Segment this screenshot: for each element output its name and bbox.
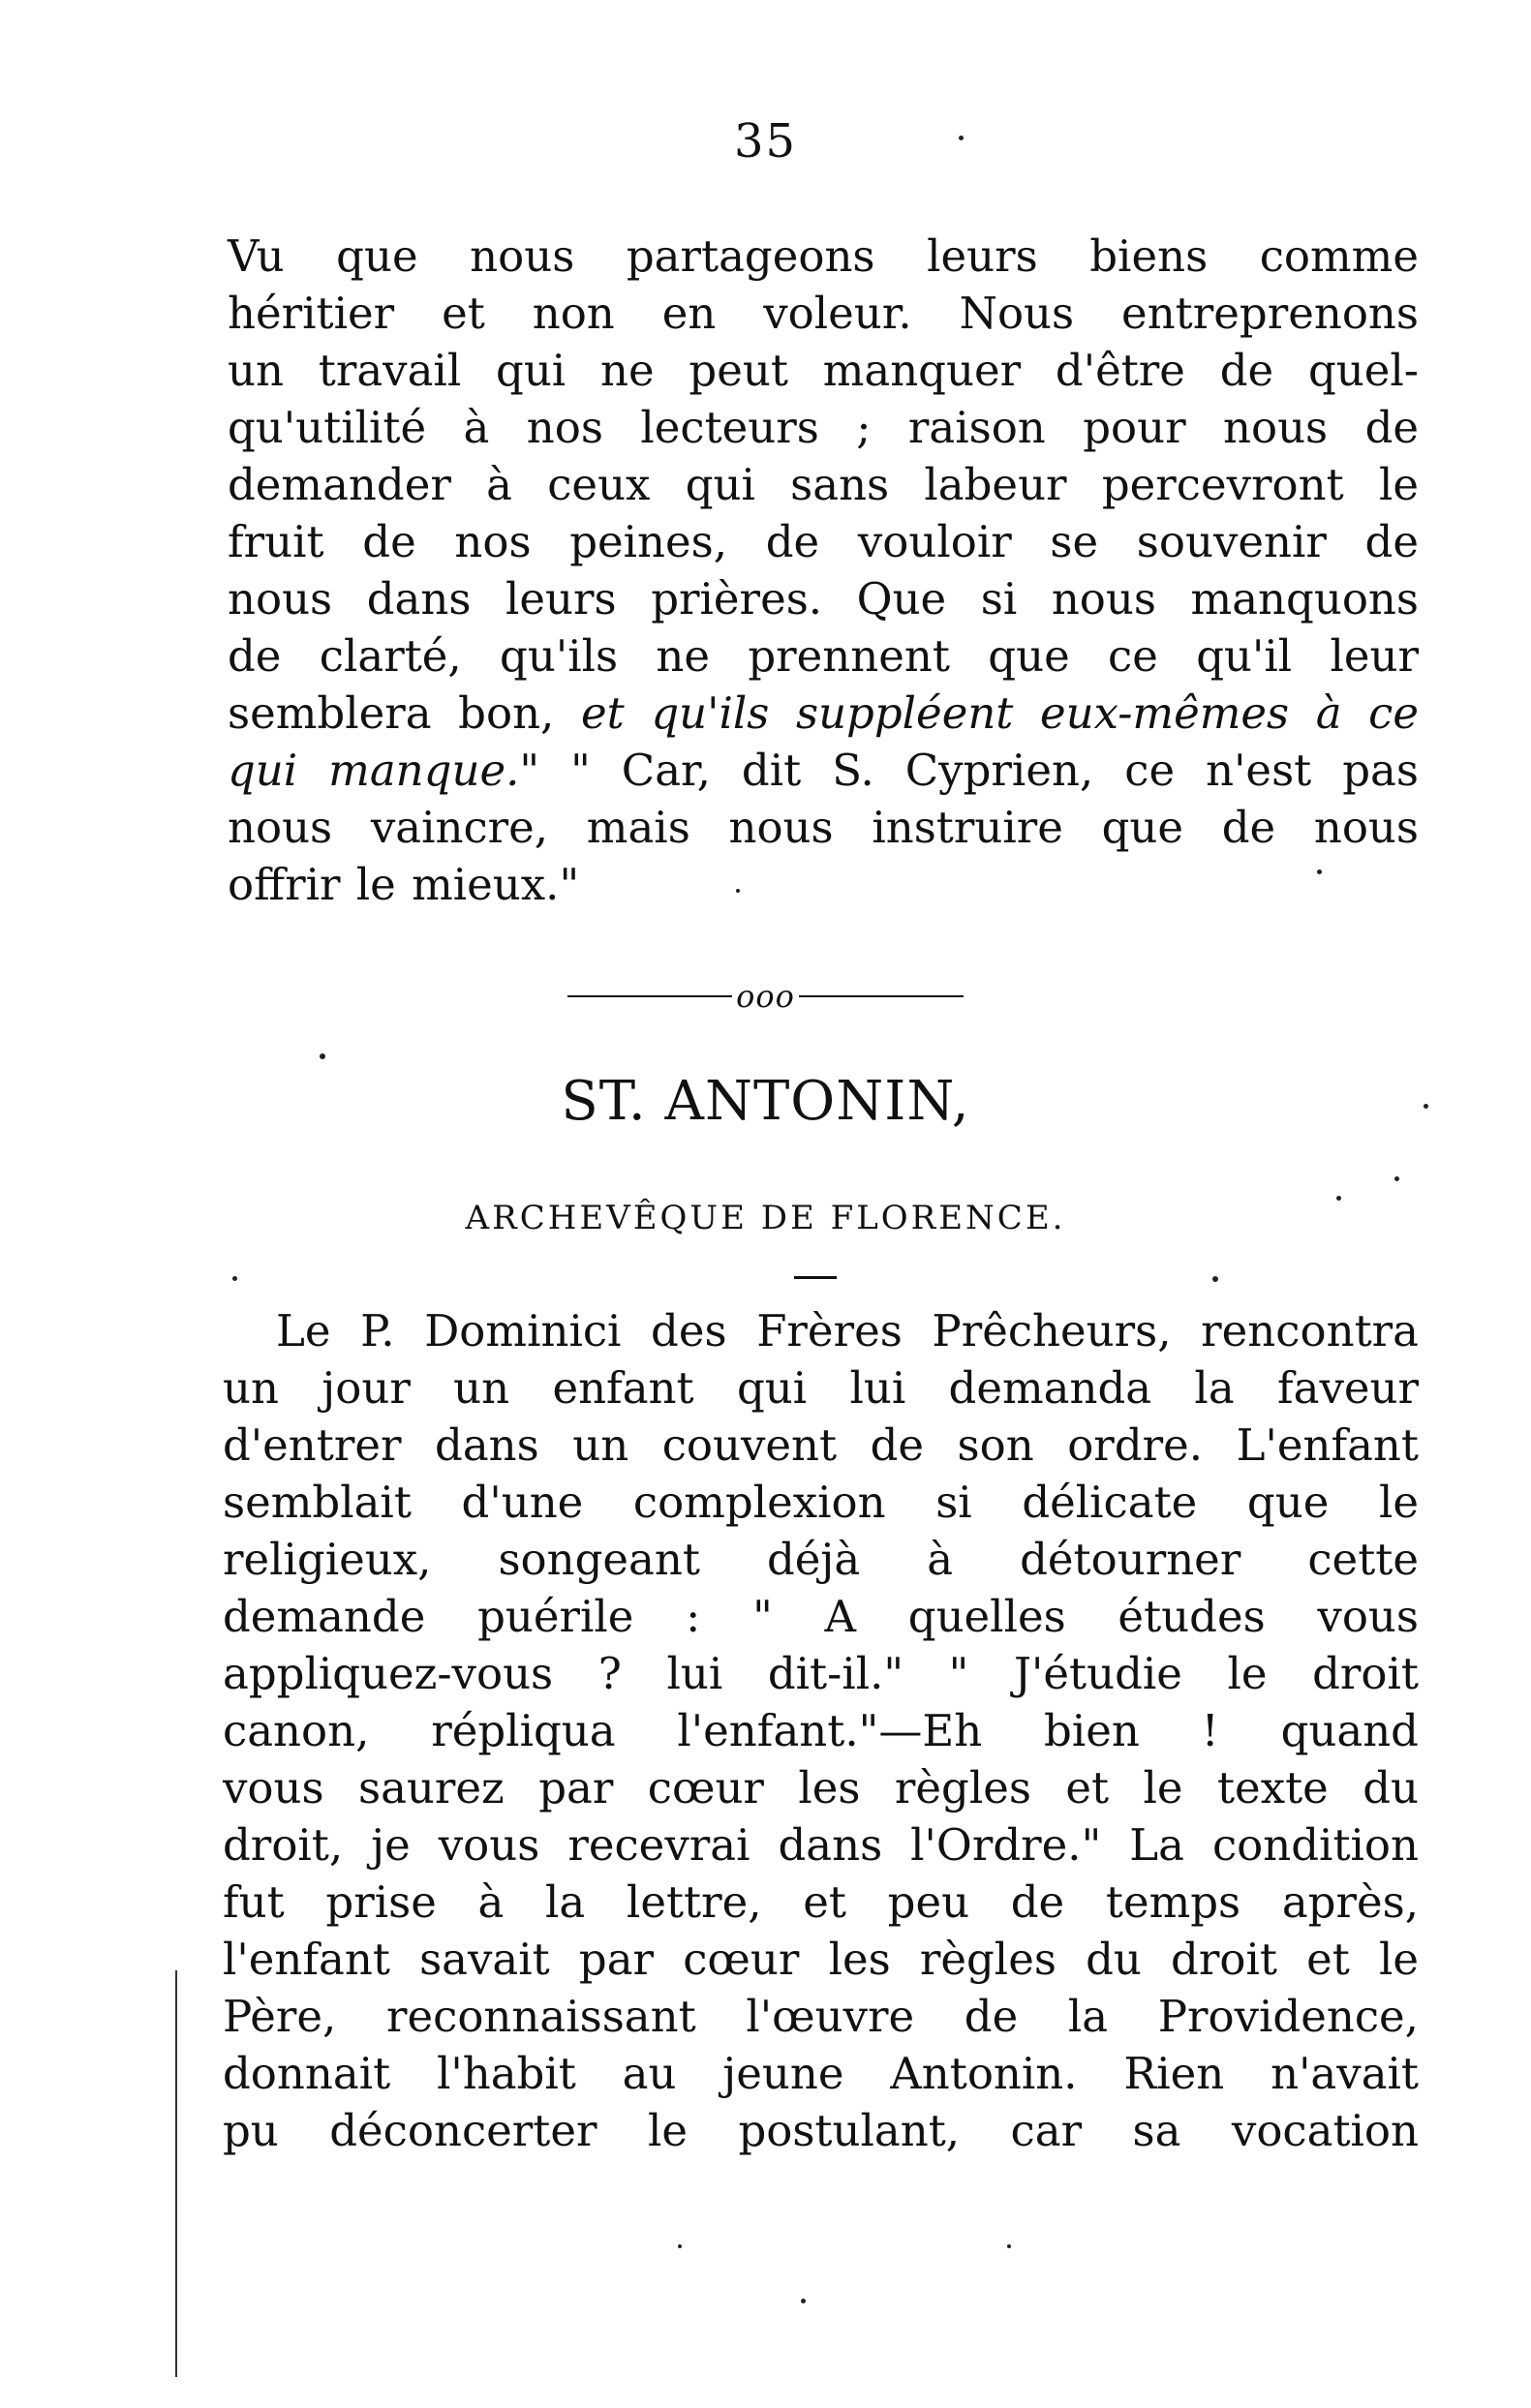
text-line: Le P. Dominici des Frères Prêcheurs, rencontra — [276, 1305, 1419, 1356]
print-speck — [1394, 1176, 1399, 1181]
text-line: offrir le mieux." — [228, 859, 580, 910]
divider-rule-right — [799, 995, 964, 997]
text-line-mixed — [228, 685, 1419, 742]
page-number: 35 — [733, 114, 798, 168]
title-rule — [794, 1276, 837, 1279]
text-line: Père, reconnaissant l'œuvre de la Providence, — [223, 1991, 1419, 2042]
text-line: droit, je vous recevrai dans l'Ordre." La condition — [223, 1819, 1419, 1871]
print-speck — [232, 1276, 237, 1281]
section-divider — [0, 978, 1531, 1015]
text-line: Vu que nous partageons leurs biens comme — [228, 230, 1419, 282]
opening-paragraph — [228, 228, 1419, 913]
text-line: l'enfant savait par cœur les règles du droit et le — [223, 1934, 1419, 1985]
antonin-paragraph — [223, 1302, 1419, 2159]
text-line: fut prise à la lettre, et peu de temps après, — [223, 1876, 1419, 1928]
text-line: d'entrer dans un couvent de son ordre. L'enfant — [223, 1419, 1419, 1471]
text-line: donnait l'habit au jeune Antonin. Rien n'avait — [223, 2048, 1419, 2099]
text-segment: semblera bon, — [228, 687, 555, 739]
text-line-mixed — [228, 742, 1419, 799]
section-subtitle: ARCHEVÊQUE DE FLORENCE. — [465, 1199, 1066, 1237]
text-line: nous vaincre, mais nous instruire que de nous — [228, 802, 1419, 853]
text-line: semblait d'une complexion si délicate que le — [223, 1477, 1419, 1528]
text-line: fruit de nos peines, de vouloir se souvenir de — [228, 516, 1419, 567]
text-line: demander à ceux qui sans labeur percevront le — [228, 459, 1419, 510]
italic-segment: qui manque. — [228, 745, 520, 796]
print-speck — [1212, 1276, 1218, 1282]
text-line: nous dans leurs prières. Que si nous manquons — [228, 573, 1419, 625]
text-line: pu déconcerter le postulant, car sa vocation — [223, 2105, 1419, 2156]
print-speck — [678, 2244, 682, 2248]
text-line: un travail qui ne peut manquer d'être de quel- — [228, 345, 1419, 396]
text-line: héritier et non en voleur. Nous entreprenons — [228, 288, 1419, 339]
section-title: ST. ANTONIN, — [561, 1070, 970, 1133]
print-speck — [1336, 1196, 1341, 1201]
text-line: un jour un enfant qui lui demanda la faveur — [223, 1362, 1419, 1414]
text-line: demande puérile : " A quelles études vous — [223, 1591, 1419, 1642]
text-segment: " " Car, dit S. Cyprien, ce n'est pas — [519, 745, 1419, 796]
print-speck — [320, 1053, 325, 1059]
text-line: qu'utilité à nos lecteurs ; raison pour nous de — [228, 402, 1419, 453]
print-speck — [1424, 1104, 1428, 1109]
print-speck — [959, 136, 964, 140]
scan-margin-line — [175, 1970, 177, 2377]
text-line: de clarté, qu'ils ne prennent que ce qu'il leur — [228, 630, 1419, 682]
print-speck — [736, 889, 740, 893]
text-line: appliquez-vous ? lui dit-il." " J'étudie le droit — [223, 1648, 1419, 1699]
italic-segment: et qu'ils suppléent eux-mêmes à ce — [581, 687, 1419, 739]
divider-ornament: ooo — [736, 978, 795, 1015]
print-speck — [1007, 2244, 1011, 2248]
print-speck — [801, 2299, 806, 2303]
divider-rule-left — [567, 995, 732, 997]
text-line: canon, répliqua l'enfant."—Eh bien ! quand — [223, 1705, 1419, 1756]
print-speck — [1317, 869, 1322, 874]
text-line: vous saurez par cœur les règles et le texte du — [223, 1762, 1419, 1814]
text-line: religieux, songeant déjà à détourner cette — [223, 1534, 1419, 1585]
